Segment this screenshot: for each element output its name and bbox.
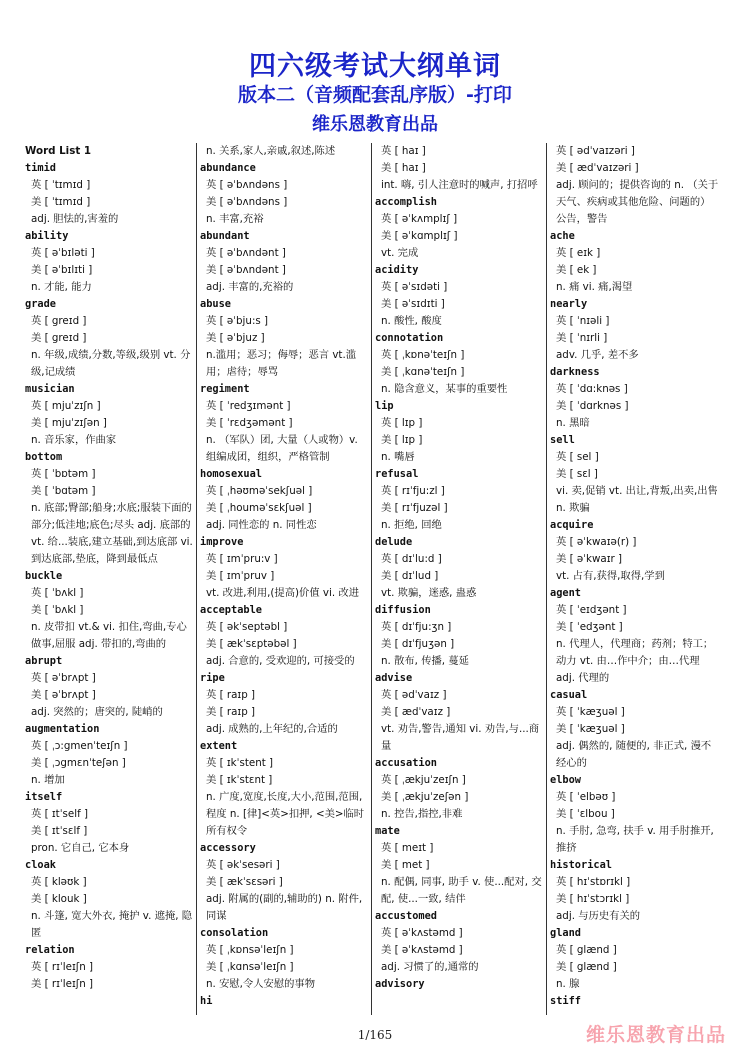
definition: n. 增加 xyxy=(31,774,65,786)
definition: vt. 劝告,警告,通知 vi. 劝告,与...商量 xyxy=(381,723,540,752)
phonetic: 美 [ ˌækjuˈzeʃən ] xyxy=(381,791,469,803)
phonetic: 英 [ ˈeɪdʒənt ] xyxy=(556,604,627,616)
definition: n. 嘴唇 xyxy=(381,451,415,463)
headword: accusation xyxy=(375,757,437,769)
column-divider xyxy=(546,143,547,1015)
phonetic: 美 [ ˌkɑnəˈteɪʃn ] xyxy=(381,366,465,378)
headword: diffusion xyxy=(375,604,431,616)
headword: mate xyxy=(375,825,400,837)
headword: accessory xyxy=(200,842,256,854)
phonetic: 英 [ lɪp ] xyxy=(381,417,423,429)
phonetic: 美 [ dɪˈfjuʒən ] xyxy=(381,638,455,650)
phonetic: 美 [ ækˈsɛptəbəl ] xyxy=(206,638,297,650)
phonetic: 英 [ əkˈsesəri ] xyxy=(206,859,280,871)
headword: ache xyxy=(550,230,575,242)
phonetic: 美 [ əˈbɪlɪti ] xyxy=(31,264,93,276)
phonetic: 英 [ ˈredʒɪmənt ] xyxy=(206,400,291,412)
definition: n. 控告,指控,非难 xyxy=(381,808,463,820)
definition: adj. 同性恋的 n. 同性恋 xyxy=(206,519,317,531)
phonetic: 英 [ rɪˈleɪʃn ] xyxy=(31,961,94,973)
definition: n. 丰富,充裕 xyxy=(206,213,264,225)
phonetic: 美 [ sɛl ] xyxy=(556,468,598,480)
definition: int. 嗨, 引人注意时的喊声, 打招呼 xyxy=(381,179,538,191)
phonetic: 英 [ ˌkɒnsəˈleɪʃn ] xyxy=(206,944,294,956)
word-column-3 xyxy=(375,143,545,1015)
headword: acidity xyxy=(375,264,419,276)
phonetic: 美 [ əˈkʌstəmd ] xyxy=(381,944,463,956)
headword: abundance xyxy=(200,162,256,174)
headword: musician xyxy=(25,383,75,395)
definition: n. 酸性, 酸度 xyxy=(381,315,442,327)
phonetic: 美 [ rɪˈfjuzəl ] xyxy=(381,502,448,514)
definition: adj. 附属的(副的,辅助的) n. 附件, 同谋 xyxy=(206,893,363,922)
definition: n. （军队）团, 大量（人或物）v. 组编成团，组织，严格管制 xyxy=(206,434,358,463)
phonetic: 美 [ glænd ] xyxy=(556,961,617,973)
headword: accomplish xyxy=(375,196,437,208)
headword: casual xyxy=(550,689,588,701)
phonetic: 英 [ meɪt ] xyxy=(381,842,434,854)
phonetic: 英 [ ˈbɒtəm ] xyxy=(31,468,96,480)
definition: n. 黑暗 xyxy=(556,417,590,429)
headword: buckle xyxy=(25,570,63,582)
phonetic: 美 [ əˈsɪdɪti ] xyxy=(381,298,445,310)
headword: abuse xyxy=(200,298,231,310)
headword: historical xyxy=(550,859,612,871)
phonetic: 英 [ əˈkʌmplɪʃ ] xyxy=(381,213,458,225)
definition: adj. 偶然的, 随便的, 非正式, 漫不经心的 xyxy=(556,740,712,769)
definition: n. 配偶, 同事, 助手 v. 使...配对, 交配, 使...一致, 结伴 xyxy=(381,876,542,905)
column-divider xyxy=(196,143,197,1015)
definition: n.滥用；恶习；侮辱；恶言 vt.滥用；虐待；辱骂 xyxy=(206,349,357,378)
headword: delude xyxy=(375,536,413,548)
phonetic: 英 [ əˈbʌndənt ] xyxy=(206,247,286,259)
phonetic: 美 [ greɪd ] xyxy=(31,332,87,344)
headword: extent xyxy=(200,740,238,752)
headword: augmentation xyxy=(25,723,100,735)
phonetic: 美 [ ˈtɪmɪd ] xyxy=(31,196,91,208)
phonetic: 英 [ ˈdɑ:knəs ] xyxy=(556,383,628,395)
definition: adj. 成熟的,上年纪的,合适的 xyxy=(206,723,338,735)
headword: ripe xyxy=(200,672,225,684)
phonetic: 英 [ əˈkwaɪə(r) ] xyxy=(556,536,637,548)
phonetic: 英 [ ˈelbəʊ ] xyxy=(556,791,616,803)
headword: consolation xyxy=(200,927,269,939)
headword: regiment xyxy=(200,383,250,395)
phonetic: 英 [ ˌkɒnəˈteɪʃn ] xyxy=(381,349,465,361)
phonetic: 英 [ glænd ] xyxy=(556,944,617,956)
phonetic: 美 [ ˈbʌkl ] xyxy=(31,604,84,616)
definition: n. 代理人，代理商；药剂；特工；动力 vt. 由…作中介；由…代理 adj. 代理的 xyxy=(556,638,714,684)
column-divider xyxy=(371,143,372,1015)
phonetic: 美 [ ɪtˈsɛlf ] xyxy=(31,825,88,837)
headword: itself xyxy=(25,791,63,803)
phonetic: 英 [ əˈbrʌpt ] xyxy=(31,672,96,684)
phonetic: 美 [ lɪp ] xyxy=(381,434,423,446)
definition: n. 才能, 能力 xyxy=(31,281,92,293)
headword: gland xyxy=(550,927,581,939)
phonetic: 美 [ ˈkæʒuəl ] xyxy=(556,723,625,735)
definition: adj. 突然的；唐突的, 陡峭的 xyxy=(31,706,163,718)
headword: hi xyxy=(200,995,213,1007)
phonetic: 美 [ əˈbʌndəns ] xyxy=(206,196,288,208)
phonetic: 英 [ rɪˈfju:zl ] xyxy=(381,485,445,497)
phonetic: 英 [ haɪ ] xyxy=(381,145,426,157)
definition: vt. 改进,利用,(提高)价值 vi. 改进 xyxy=(206,587,359,599)
phonetic: 美 [ ˈbɑtəm ] xyxy=(31,485,96,497)
phonetic: 美 [ əˈkwaɪr ] xyxy=(556,553,623,565)
definition: n. 安慰,令人安慰的事物 xyxy=(206,978,316,990)
phonetic: 美 [ ˈnɪrli ] xyxy=(556,332,608,344)
phonetic: 英 [ dɪˈfju:ʒn ] xyxy=(381,621,452,633)
definition: n. 斗篷, 宽大外衣, 掩护 v. 遮掩, 隐匿 xyxy=(31,910,193,939)
definition: n. 音乐家，作曲家 xyxy=(31,434,117,446)
phonetic: 英 [ greɪd ] xyxy=(31,315,87,327)
phonetic: 美 [ mjuˈzɪʃən ] xyxy=(31,417,107,429)
headword: darkness xyxy=(550,366,600,378)
definition: vt. 完成 xyxy=(381,247,419,259)
phonetic: 美 [ klouk ] xyxy=(31,893,87,905)
phonetic: 美 [ əˈkɑmplɪʃ ] xyxy=(381,230,458,242)
headword: accustomed xyxy=(375,910,437,922)
definition: pron. 它自己, 它本身 xyxy=(31,842,130,854)
phonetic: 英 [ əˈbɪləti ] xyxy=(31,247,95,259)
headword: improve xyxy=(200,536,244,548)
phonetic: 美 [ ˈrɛdʒəmənt ] xyxy=(206,417,293,429)
definition: n. 拒绝, 回绝 xyxy=(381,519,442,531)
definition: vi. 卖,促销 vt. 出让,背叛,出卖,出售 n. 欺骗 xyxy=(556,485,718,514)
definition: adj. 与历史有关的 xyxy=(556,910,641,922)
phonetic: 美 [ ækˈsɛsəri ] xyxy=(206,876,283,888)
definition: adj. 丰富的,充裕的 xyxy=(206,281,294,293)
headword: acquire xyxy=(550,519,594,531)
phonetic: 英 [ əˈkʌstəmd ] xyxy=(381,927,463,939)
document-subtitle: 版本二（音频配套乱序版）-打印 xyxy=(238,84,512,106)
headword: cloak xyxy=(25,859,56,871)
headword: abundant xyxy=(200,230,250,242)
phonetic: 美 [ ædˈvaɪzəri ] xyxy=(556,162,639,174)
phonetic: 美 [ ˈdɑrknəs ] xyxy=(556,400,629,412)
phonetic: 英 [ ˌhəʊməˈsekʃuəl ] xyxy=(206,485,313,497)
definition: n. 散布, 传播, 蔓延 xyxy=(381,655,469,667)
phonetic: 英 [ ˈtɪmɪd ] xyxy=(31,179,91,191)
phonetic: 英 [ dɪˈlu:d ] xyxy=(381,553,442,565)
definition: adv. 几乎, 差不多 xyxy=(556,349,639,361)
phonetic: 美 [ raɪp ] xyxy=(206,706,256,718)
phonetic: 英 [ sel ] xyxy=(556,451,599,463)
headword: stiff xyxy=(550,995,581,1007)
phonetic: 英 [ ɪkˈstent ] xyxy=(206,757,274,769)
definition: adj. 合意的, 受欢迎的, 可接受的 xyxy=(206,655,355,667)
phonetic: 英 [ ˈkæʒuəl ] xyxy=(556,706,625,718)
phonetic: 英 [ ədˈvaɪz ] xyxy=(381,689,447,701)
headword: homosexual xyxy=(200,468,262,480)
headword: lip xyxy=(375,400,394,412)
headword: abrupt xyxy=(25,655,63,667)
phonetic: 英 [ ɪtˈself ] xyxy=(31,808,89,820)
phonetic: 美 [ ek ] xyxy=(556,264,597,276)
headword: nearly xyxy=(550,298,588,310)
definition: n. 隐含意义，某事的重要性 xyxy=(381,383,508,395)
phonetic: 英 [ ˌækjuˈzeɪʃn ] xyxy=(381,774,466,786)
definition: vt. 欺骗，迷惑, 蛊惑 xyxy=(381,587,477,599)
definition: n. 广度,宽度,长度,大小,范围,范围,程度 n. [律]<英>扣押, <美>临时所有权令 xyxy=(206,791,365,837)
definition: n. 皮带扣 vt.& vi. 扣住,弯曲,专心做事,屈服 adj. 带扣的,弯曲的 xyxy=(31,621,187,650)
headword: refusal xyxy=(375,468,419,480)
word-column-4 xyxy=(550,143,720,1015)
phonetic: 美 [ ˌhouməˈsɛkʃuəl ] xyxy=(206,502,312,514)
phonetic: 英 [ ˈbʌkl ] xyxy=(31,587,84,599)
phonetic: 美 [ əˈbjuz ] xyxy=(206,332,265,344)
word-column-1 xyxy=(25,143,195,1015)
phonetic: 美 [ rɪˈleɪʃn ] xyxy=(31,978,94,990)
headword: sell xyxy=(550,434,575,446)
phonetic: 英 [ mjuˈzɪʃn ] xyxy=(31,400,101,412)
definition: n. 手肘, 急弯, 扶手 v. 用手肘推开, 推挤 xyxy=(556,825,714,854)
phonetic: 英 [ ˈnɪəli ] xyxy=(556,315,610,327)
headword: relation xyxy=(25,944,75,956)
definition: n. 年级,成绩,分数,等级,级别 vt. 分级,记成绩 xyxy=(31,349,191,378)
phonetic: 美 [ ˌkɑnsəˈleɪʃn ] xyxy=(206,961,294,973)
definition: adj. 习惯了的,通常的 xyxy=(381,961,479,973)
headword: elbow xyxy=(550,774,581,786)
phonetic: 美 [ ˈɛlbou ] xyxy=(556,808,615,820)
phonetic: 美 [ ˈedʒənt ] xyxy=(556,621,623,633)
headword: bottom xyxy=(25,451,63,463)
headword: grade xyxy=(25,298,56,310)
definition: vt. 占有,获得,取得,学到 xyxy=(556,570,665,582)
headword: advise xyxy=(375,672,413,684)
definition: adj. 顾问的；提供咨询的 n. （关于天气、疾病或其他危险、问题的）公告，警告 xyxy=(556,179,719,225)
definition: n. 痛 vi. 痛,渴望 xyxy=(556,281,633,293)
page-number: 1/165 xyxy=(357,1028,393,1042)
definition: adj. 胆怯的,害羞的 xyxy=(31,213,119,225)
definition: n. 腺 xyxy=(556,978,580,990)
phonetic: 美 [ dɪˈlud ] xyxy=(381,570,439,582)
headword: connotation xyxy=(375,332,444,344)
phonetic: 美 [ ɪkˈstɛnt ] xyxy=(206,774,273,786)
phonetic: 英 [ kləʊk ] xyxy=(31,876,87,888)
phonetic: 美 [ haɪ ] xyxy=(381,162,426,174)
word-column-2 xyxy=(200,143,370,1015)
document-title: 四六级考试大纲单词 xyxy=(249,51,501,82)
phonetic: 英 [ ɪmˈpru:v ] xyxy=(206,553,278,565)
phonetic: 美 [ əˈbrʌpt ] xyxy=(31,689,96,701)
headword: timid xyxy=(25,162,56,174)
phonetic: 英 [ eɪk ] xyxy=(556,247,601,259)
headword: advisory xyxy=(375,978,425,990)
phonetic: 美 [ ædˈvaɪz ] xyxy=(381,706,451,718)
phonetic: 英 [ əˈbju:s ] xyxy=(206,315,269,327)
phonetic: 英 [ əkˈseptəbl ] xyxy=(206,621,288,633)
phonetic: 美 [ met ] xyxy=(381,859,430,871)
phonetic: 美 [ ˌɔgmɛnˈteʃən ] xyxy=(31,757,126,769)
phonetic: 英 [ əˈbʌndəns ] xyxy=(206,179,288,191)
headword: agent xyxy=(550,587,581,599)
phonetic: 英 [ hɪˈstɒrɪkl ] xyxy=(556,876,631,888)
definition: n. 关系,家人,亲戚,叙述,陈述 xyxy=(206,145,336,157)
watermark-text: 维乐恩教育出品 xyxy=(586,1024,727,1046)
phonetic: 美 [ hɪˈstɔrɪkl ] xyxy=(556,893,630,905)
phonetic: 美 [ əˈbʌndənt ] xyxy=(206,264,286,276)
phonetic: 英 [ ˌɔ:gmenˈteɪʃn ] xyxy=(31,740,128,752)
phonetic: 英 [ əˈsɪdəti ] xyxy=(381,281,448,293)
word-list-heading: Word List 1 xyxy=(25,145,91,157)
document-publisher: 维乐恩教育出品 xyxy=(312,114,438,135)
headword: acceptable xyxy=(200,604,262,616)
headword: ability xyxy=(25,230,69,242)
phonetic: 英 [ raɪp ] xyxy=(206,689,256,701)
phonetic: 英 [ ədˈvaɪzəri ] xyxy=(556,145,635,157)
phonetic: 美 [ ɪmˈpruv ] xyxy=(206,570,275,582)
definition: n. 底部;臀部;船身;水底;服装下面的部分;低洼地;底色;尽头 adj. 底部的 vt. 给...装底,建立基础,到达底部 vi. 到达底部,垫底，降到最低点 xyxy=(31,502,193,565)
